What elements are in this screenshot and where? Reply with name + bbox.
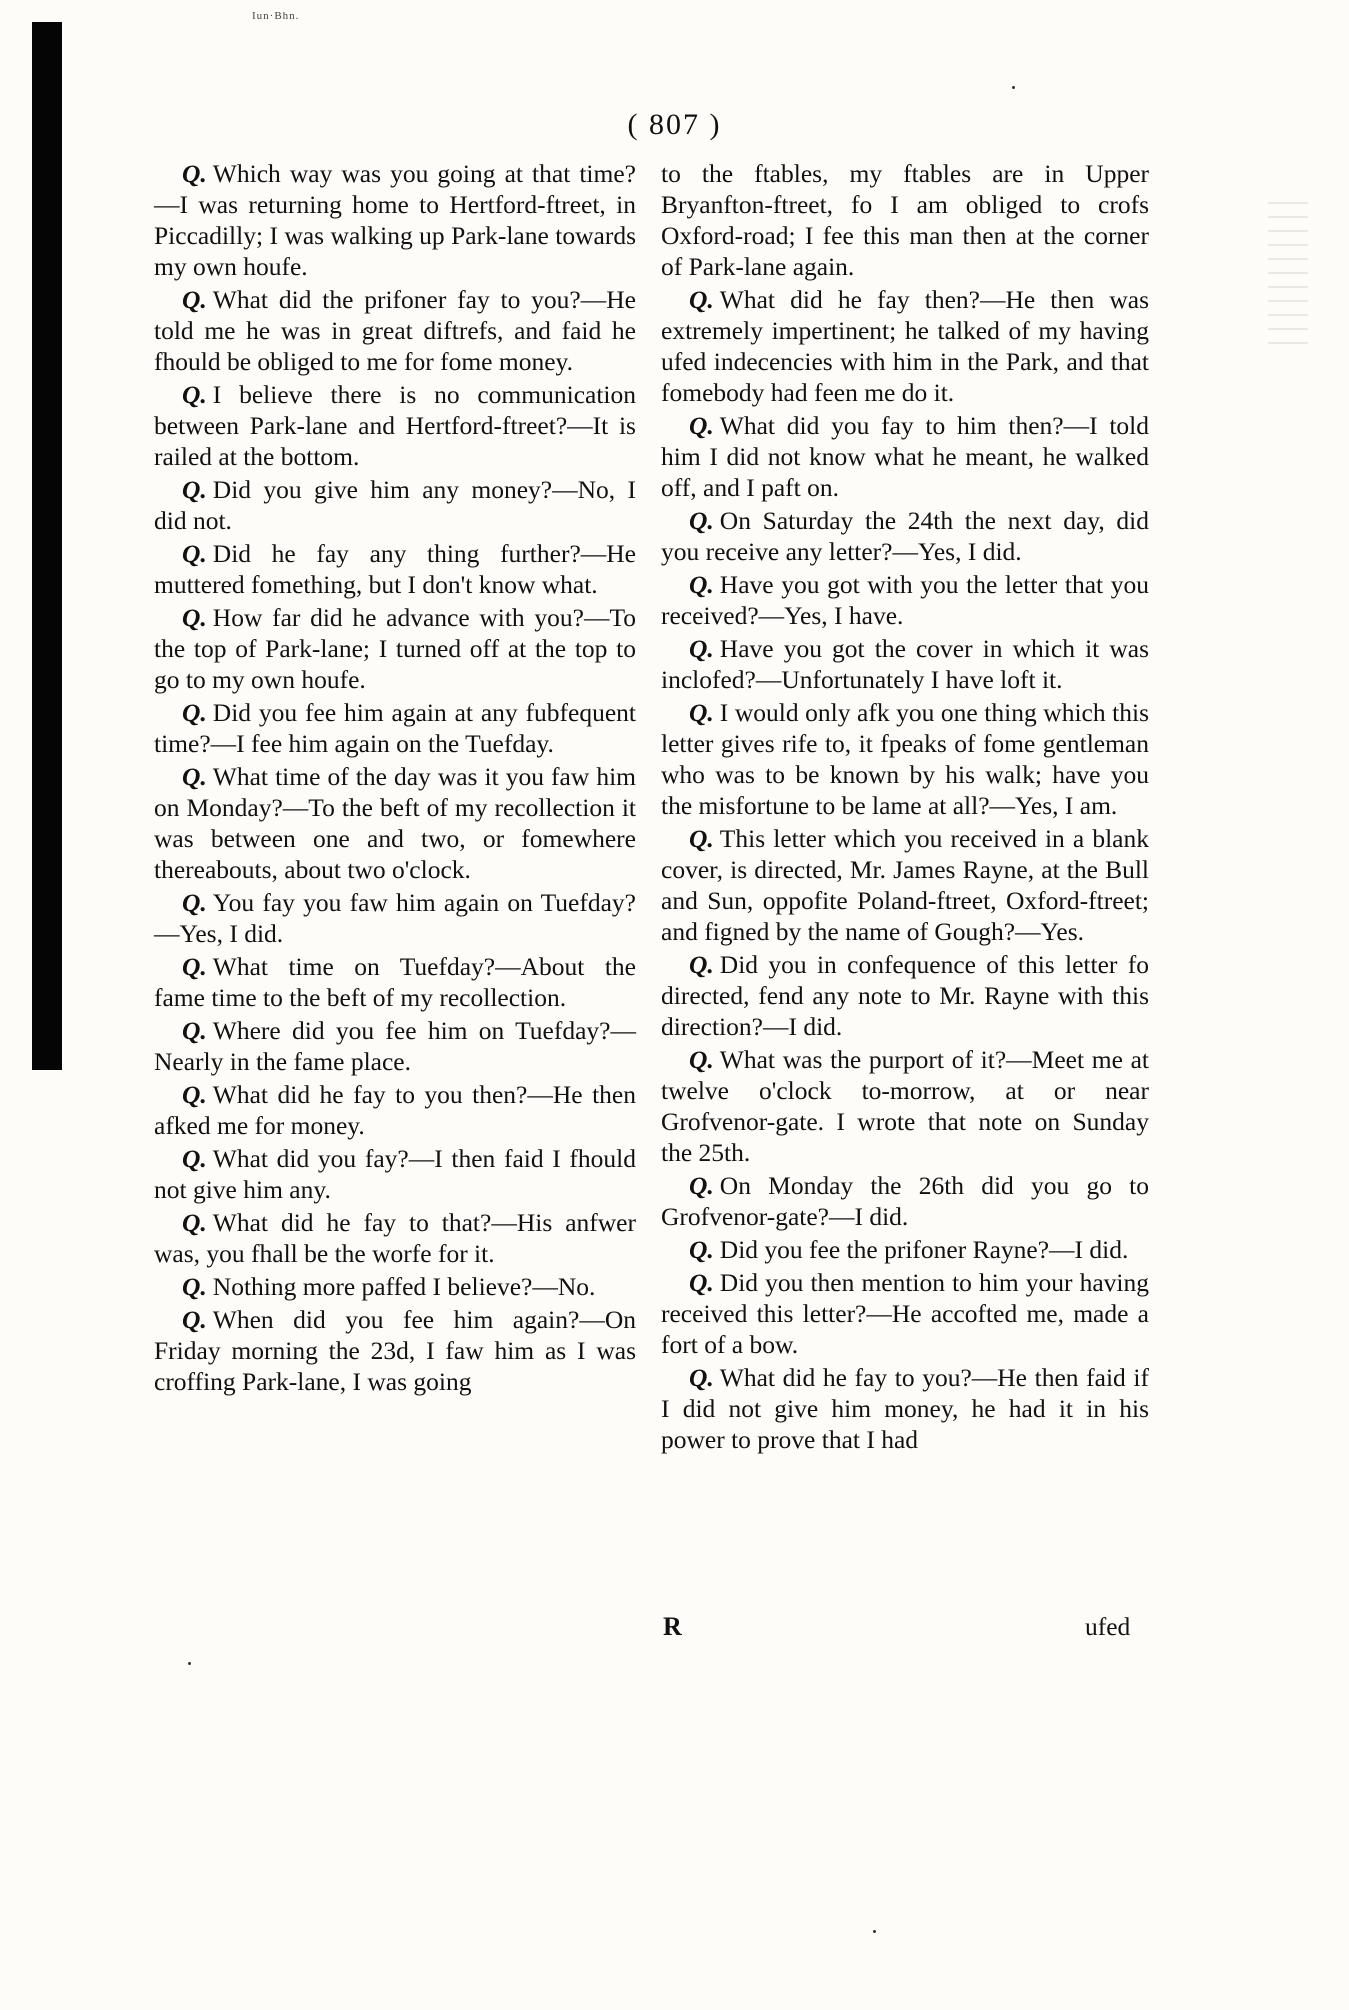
qa-text: Did you in confequence of this letter fo directed, fend any note to Mr. Rayne with this direction?—I did. [661, 950, 1149, 1041]
question-marker: Q. [689, 698, 714, 727]
qa-text: How far did he advance with you?—To the top of Park-lane; I turned off at the top to go to my own houfe. [154, 603, 636, 694]
qa-text: What did he fay to you?—He then faid if I did not give him money, he had it in his power to prove that I had [661, 1363, 1149, 1454]
question-marker: Q. [182, 1080, 207, 1109]
qa-text: What did the prifoner fay to you?—He told me he was in great diftrefs, and faid he fhould be obliged to me for fome money. [154, 285, 636, 376]
qa-paragraph [661, 949, 1149, 1042]
qa-text: On Monday the 26th did you go to Grofvenor-gate?—I did. [661, 1171, 1149, 1231]
question-marker: Q. [182, 285, 207, 314]
left-column [154, 158, 636, 1399]
question-marker: Q. [689, 1171, 714, 1200]
qa-text: Have you got with you the letter that you received?—Yes, I have. [661, 570, 1149, 630]
qa-text: Did you give him any money?—No, I did not. [154, 475, 636, 535]
qa-paragraph [661, 284, 1149, 408]
top-mark: Iun·Bhn. [252, 10, 300, 22]
ink-speck [1012, 86, 1015, 89]
qa-text: On Saturday the 24th the next day, did you receive any letter?—Yes, I did. [661, 506, 1149, 566]
question-marker: Q. [182, 475, 207, 504]
qa-text: You fay you faw him again on Tuefday?—Yes, I did. [154, 888, 636, 948]
qa-paragraph [661, 1267, 1149, 1360]
catchword: ufed [1085, 1612, 1131, 1641]
question-marker: Q. [182, 1016, 207, 1045]
question-marker: Q. [689, 634, 714, 663]
question-marker: Q. [182, 380, 207, 409]
qa-paragraph [154, 602, 636, 695]
question-marker: Q. [182, 539, 207, 568]
ink-speck [188, 1662, 191, 1665]
qa-paragraph [661, 410, 1149, 503]
question-marker: Q. [182, 952, 207, 981]
question-marker: Q. [689, 285, 714, 314]
question-marker: Q. [182, 698, 207, 727]
qa-paragraph [154, 474, 636, 536]
qa-paragraph [154, 887, 636, 949]
qa-paragraph [661, 1170, 1149, 1232]
qa-text: What did you fay to him then?—I told him I did not know what he meant, he walked off, and I paft on. [661, 411, 1149, 502]
question-marker: Q. [689, 950, 714, 979]
qa-text: What did he fay then?—He then was extremely impertinent; he talked of my having ufed indecencies with him in the Park, and that fomebody had feen me do it. [661, 285, 1149, 407]
question-marker: Q. [689, 824, 714, 853]
qa-text: Nothing more paffed I believe?—No. [212, 1272, 596, 1301]
binding-edge [32, 22, 62, 1070]
qa-paragraph [154, 379, 636, 472]
qa-paragraph [154, 284, 636, 377]
right-column [661, 158, 1149, 1457]
ink-speck [873, 1930, 876, 1933]
qa-text: What time on Tuefday?—About the fame time to the beft of my recollection. [154, 952, 636, 1012]
qa-text: What did he fay to you then?—He then afked me for money. [154, 1080, 636, 1140]
qa-text: Did you fee him again at any fubfequent time?—I fee him again on the Tuefday. [154, 698, 636, 758]
qa-paragraph [154, 697, 636, 759]
qa-paragraph [154, 1143, 636, 1205]
qa-text: This letter which you received in a blank cover, is directed, Mr. James Rayne, at the Bull and Sun, oppofite Poland-ftreet, Oxford-ftreet; and figned by the name of Gough?—Yes. [661, 824, 1149, 946]
qa-paragraph [661, 1234, 1149, 1265]
qa-text: What did he fay to that?—His anfwer was, you fhall be the worfe for it. [154, 1208, 636, 1268]
qa-paragraph [661, 633, 1149, 695]
qa-paragraph [154, 1304, 636, 1397]
question-marker: Q. [689, 570, 714, 599]
question-marker: Q. [182, 1208, 207, 1237]
question-marker: Q. [689, 506, 714, 535]
qa-paragraph [661, 505, 1149, 567]
qa-paragraph [154, 951, 636, 1013]
qa-text: What did you fay?—I then faid I fhould not give him any. [154, 1144, 636, 1204]
question-marker: Q. [182, 1144, 207, 1173]
qa-text: Did he fay any thing further?—He muttered fomething, but I don't know what. [154, 539, 636, 599]
page-number: ( 807 ) [627, 108, 722, 141]
qa-paragraph [661, 697, 1149, 821]
qa-paragraph [661, 1044, 1149, 1168]
question-marker: Q. [689, 1268, 714, 1297]
signature-mark: R [663, 1612, 682, 1641]
qa-paragraph [154, 1271, 636, 1302]
qa-paragraph [154, 1015, 636, 1077]
margin-smudge [1268, 190, 1308, 350]
qa-paragraph [154, 1207, 636, 1269]
question-marker: Q. [182, 762, 207, 791]
qa-paragraph [154, 1079, 636, 1141]
question-marker: Q. [182, 603, 207, 632]
qa-text: Did you fee the prifoner Rayne?—I did. [719, 1235, 1129, 1264]
question-marker: Q. [689, 1045, 714, 1074]
qa-text: What time of the day was it you faw him on Monday?—To the beft of my recollection it was between one and two, or fomewhere thereabouts, about two o'clock. [154, 762, 636, 884]
question-marker: Q. [689, 1235, 714, 1264]
continuation-text: to the ftables, my ftables are in Upper Bryanfton-ftreet, fo I am obliged to crofs Oxford-road; I fee this man then at the corner of Park-lane again. [661, 159, 1149, 281]
qa-text: When did you fee him again?—On Friday morning the 23d, I faw him as I was croffing Park-lane, I was going [154, 1305, 636, 1396]
qa-text: I believe there is no communication between Park-lane and Hertford-ftreet?—It is railed at the bottom. [154, 380, 636, 471]
qa-paragraph [154, 761, 636, 885]
qa-paragraph [661, 1362, 1149, 1455]
qa-text: Which way was you going at that time?—I was returning home to Hertford-ftreet, in Piccadilly; I was walking up Park-lane towards my own houfe. [154, 159, 636, 281]
question-marker: Q. [689, 1363, 714, 1392]
qa-paragraph [154, 158, 636, 282]
question-marker: Q. [182, 1272, 207, 1301]
question-marker: Q. [689, 411, 714, 440]
question-marker: Q. [182, 888, 207, 917]
qa-text: What was the purport of it?—Meet me at twelve o'clock to-morrow, at or near Grofvenor-gate. I wrote that note on Sunday the 25th. [661, 1045, 1149, 1167]
qa-paragraph [661, 823, 1149, 947]
question-marker: Q. [182, 1305, 207, 1334]
qa-paragraph [661, 569, 1149, 631]
qa-text: I would only afk you one thing which this letter gives rife to, it fpeaks of fome gentleman who was to be known by his walk; have you the misfortune to be lame at all?—Yes, I am. [661, 698, 1149, 820]
qa-paragraph [154, 538, 636, 600]
qa-text: Have you got the cover in which it was inclofed?—Unfortunately I have loft it. [661, 634, 1149, 694]
qa-text: Where did you fee him on Tuefday?—Nearly in the fame place. [154, 1016, 636, 1076]
question-marker: Q. [182, 159, 207, 188]
qa-text: Did you then mention to him your having received this letter?—He accofted me, made a fort of a bow. [661, 1268, 1149, 1359]
